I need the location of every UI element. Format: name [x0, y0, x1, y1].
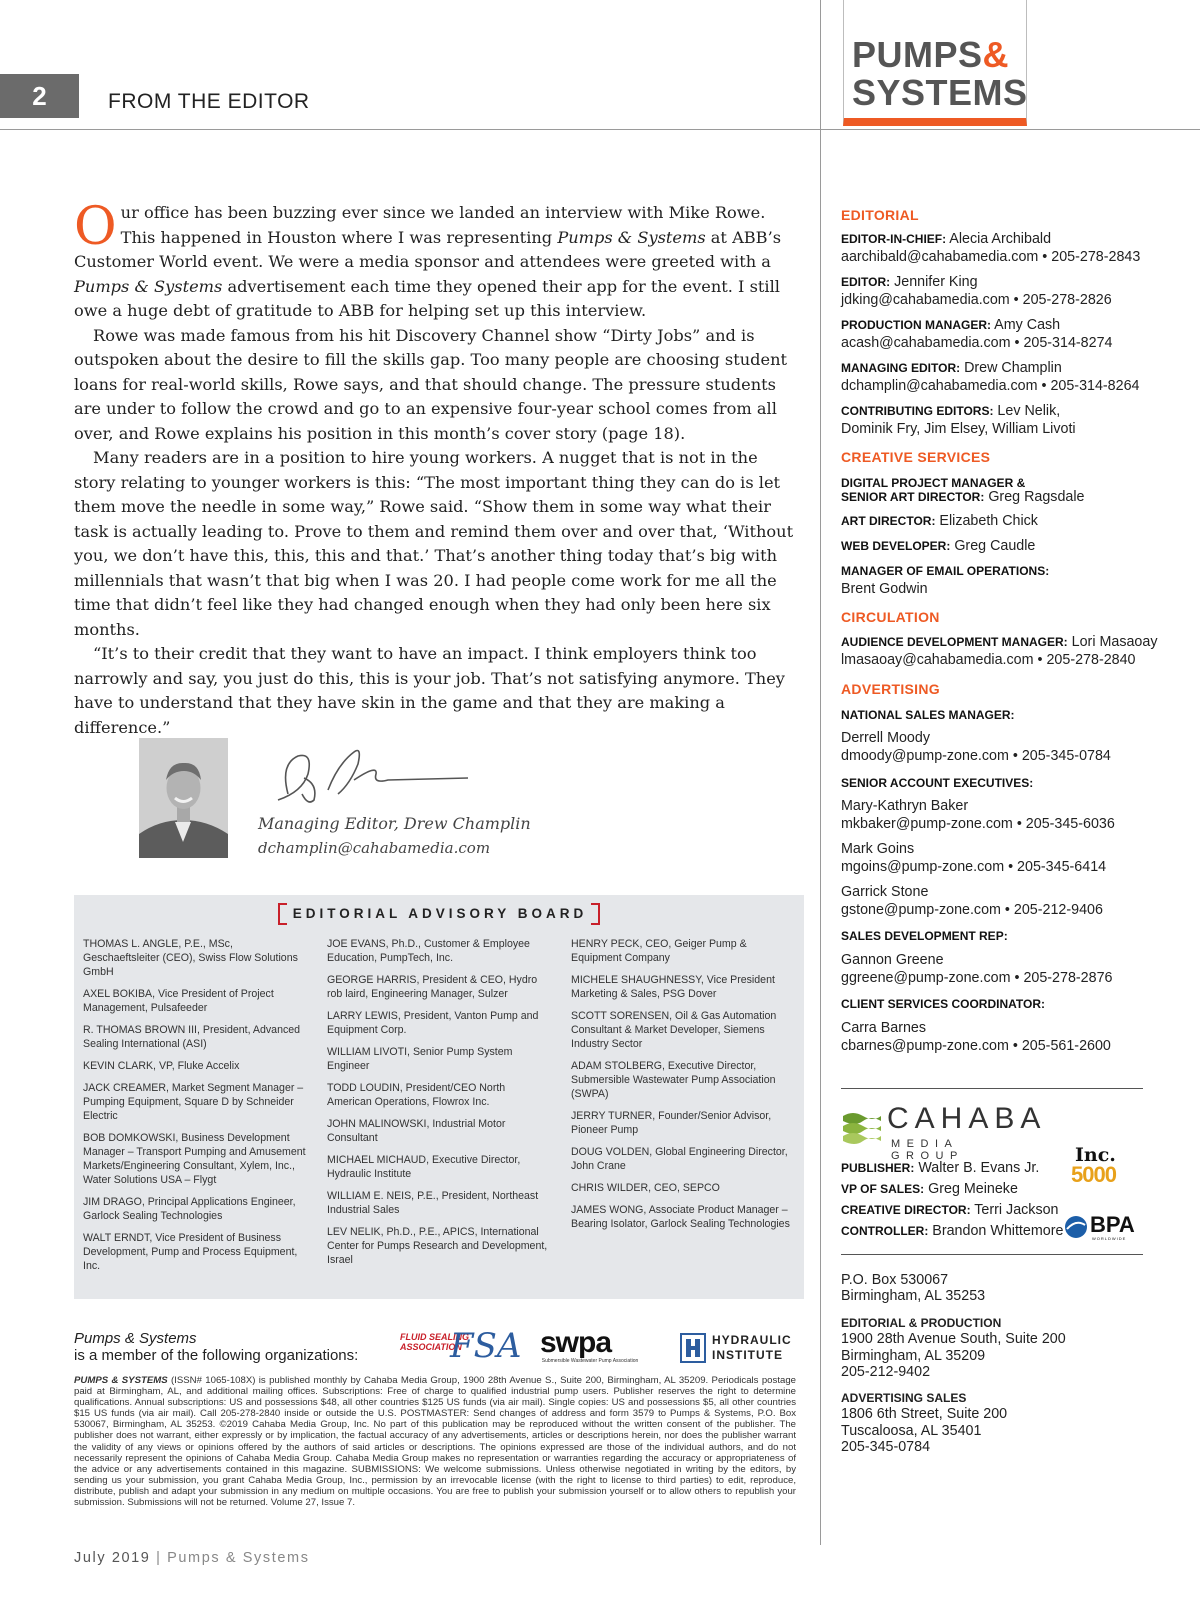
bpa-globe-icon	[1064, 1215, 1088, 1239]
email-ops-label: MANAGER OF EMAIL OPERATIONS:	[841, 564, 1050, 578]
board-member: HENRY PECK, CEO, Geiger Pump & Equipment Company	[571, 938, 747, 964]
cahaba-wave-icon	[841, 1108, 881, 1148]
board-member: LEV NELIK, Ph.D., P.E., APICS, International Center for Pumps Research and Development, Israel	[327, 1226, 548, 1266]
bpa-subtitle: WORLDWIDE	[1092, 1236, 1127, 1241]
membership-publication: Pumps & Systems	[74, 1330, 197, 1347]
p1-part-c: advertisement each time they opened their app for the event. I still owe a huge debt of gratitude to ABB for helping set up this interview.	[74, 276, 780, 320]
sae3-contact[interactable]: gstone@pump-zone.com • 205-212-9406	[841, 902, 1103, 918]
bracket-left-icon	[278, 903, 287, 925]
publisher-line: PUBLISHER: Walter B. Evans Jr.	[841, 1160, 1040, 1176]
client-services-contact[interactable]: cbarnes@pump-zone.com • 205-561-2600	[841, 1038, 1111, 1054]
web-developer-line: WEB DEVELOPER: Greg Caudle	[841, 538, 1036, 554]
header-rule	[0, 129, 1200, 130]
board-member: GEORGE HARRIS, President & CEO, Hydro rob laird, Engineering Manager, Sulzer	[327, 974, 538, 1000]
sae2-name: Mark Goins	[841, 841, 915, 857]
fine-print-body: (ISSN# 1065-108X) is published monthly by Cahaba Media Group, 1900 28th Avenue S., Suite 200, Birmingham, AL 35209. Periodicals postage paid at Birmingham, AL, and additional mailing offices. Subscriptions: Free of charge to qualified industrial pump users. Publisher reserves the right to determine qualifications. Annual subscriptions: US and possessions $48, all other countries $125 US funds (via air mail). Single copies: US and possessions $5, all other countries $15 US funds (via air mail). Call 205-278-2840 inside or outside the U.S. POSTMASTER: Send changes of address and form 3579 to Pumps & Systems, P.O. Box 530067, Birmingham, AL 35253. ©2019 Cahaba Media Group, Inc. No part of this publication may be reproduced without the written consent of the publisher. The publisher does not warrant, either expressly or by implication, the factual accuracy of any advertisements, articles or descriptions herein, nor does the publisher warrant the validity of any views or opinions offered by the authors of said articles or descriptions. The opinions expressed are those of the individual authors, and do not necessarily represent the opinions of Cahaba Media Group. Cahaba Media Group makes no representation or warranties regarding the accuracy or appropriateness of the advice or any advertisements contained in this magazine. SUBMISSIONS: We welcome submissions. Unless otherwise negotiated in writing by the editors, by sending us your submission, you grant Cahaba Media Group, Inc., permission by an irrevocable license (with the right to license to third parties) to edit, reproduce, distribute, publish and adapt your submission in any medium on multiple occasions. You are free to publish your submission yourself or to allow others to republish your submission. Submissions will not be returned. Volume 27, Issue 7.	[74, 1375, 796, 1509]
board-member: BOB DOMKOWSKI, Business Development Manager – Transport Pumping and Amusement Markets/Engineering Consultant, Xylem, Inc., Water Solutions USA – Flygt	[83, 1132, 306, 1186]
board-member: AXEL BOKIBA, Vice President of Project Management, Pulsafeeder	[83, 988, 274, 1014]
board-member: R. THOMAS BROWN III, President, Advanced Sealing International (ASI)	[83, 1024, 301, 1050]
sales-dev-label: SALES DEVELOPMENT REP:	[841, 929, 1008, 943]
national-sales-contact[interactable]: dmoody@pump-zone.com • 205-345-0784	[841, 748, 1111, 764]
hydraulic-institute-logo	[680, 1331, 798, 1365]
paragraph-1	[74, 197, 796, 324]
po-box-address: P.O. Box 530067 Birmingham, AL 35253	[841, 1272, 986, 1305]
dpm-line: SENIOR ART DIRECTOR: Greg Ragsdale	[841, 489, 1085, 505]
board-member: JOHN MALINOWSKI, Industrial Motor Consultant	[327, 1118, 506, 1144]
publication-fine-print	[74, 1375, 796, 1508]
cahaba-subtitle: MEDIA GROUP	[891, 1138, 964, 1162]
board-member: THOMAS L. ANGLE, P.E., MSc, Geschaeftsleiter (CEO), Swiss Flow Solutions GmbH	[83, 938, 298, 978]
fsa-line-1: FLUID SEALING	[400, 1332, 469, 1342]
senior-ae-label: SENIOR ACCOUNT EXECUTIVES:	[841, 776, 1034, 790]
managing-editor-contact[interactable]: dchamplin@cahabamedia.com • 205-314-8264	[841, 378, 1140, 394]
membership-text: is a member of the following organizations:	[74, 1347, 359, 1364]
hi-shield-icon	[680, 1333, 706, 1363]
board-member: TODD LOUDIN, President/CEO North American Operations, Flowrox Inc.	[327, 1082, 506, 1108]
bpa-word: BPA	[1090, 1212, 1135, 1237]
advisory-board-title: EDITORIAL ADVISORY BOARD	[74, 903, 804, 925]
board-member: JAMES WONG, Associate Product Manager – Bearing Isolator, Garlock Sealing Technologies	[571, 1204, 790, 1230]
masthead-divider-top	[841, 1088, 1143, 1089]
drop-cap: O	[74, 197, 117, 257]
editor-photo	[139, 738, 228, 858]
cahaba-logo	[841, 1102, 1047, 1162]
board-member: ADAM STOLBERG, Executive Director, Submersible Wastewater Pump Association (SWPA)	[571, 1060, 776, 1100]
cahaba-word: CAHABA	[887, 1102, 1047, 1135]
p1-italic-2: Pumps & Systems	[74, 276, 223, 296]
board-member: WILLIAM E. NEIS, P.E., President, Northeast Industrial Sales	[327, 1190, 539, 1216]
footer-date: July 2019	[74, 1550, 151, 1566]
swpa-mark: swpa	[540, 1326, 612, 1359]
contributing-editors-line: CONTRIBUTING EDITORS: Lev Nelik,	[841, 403, 1061, 419]
masthead-divider-bottom	[841, 1254, 1143, 1255]
paragraph-3: Many readers are in a position to hire young workers. A nugget that is not in the story relating to younger workers is this: “The most important thing they can do is let them move the needle in some way,” Rowe said. “Show them in some way what their task is actually leading to. Prove to them and remind them over and over that, ‘Without you, we don’t have this, this, this and that.’ That’s another thing today that’s big with millennials that wasn’t that big when I was 20. I had people come work for me all the time that didn’t feel like they had changed enough when they had only been here six months.	[74, 448, 794, 639]
board-member: JIM DRAGO, Principal Applications Engineer, Garlock Sealing Technologies	[83, 1196, 296, 1222]
art-director-line: ART DIRECTOR: Elizabeth Chick	[841, 513, 1038, 529]
bracket-right-icon	[591, 903, 600, 925]
section-title: FROM THE EDITOR	[108, 90, 310, 113]
email-ops-name: Brent Godwin	[841, 581, 928, 597]
heading-editorial: EDITORIAL	[841, 207, 919, 223]
footer-publication: Pumps & Systems	[167, 1550, 310, 1566]
paragraph-2: Rowe was made famous from his hit Discovery Channel show “Dirty Jobs” and is outspoken about the desire to fill the skills gap. Too many people are choosing student loans for real-world skills, Rowe says, and that should change. The pressure students are under to follow the crowd and go to an expensive four-year school comes from all over, and Rowe explains his position in this month’s cover story (page 18).	[74, 325, 788, 443]
contributing-editors-names: Dominik Fry, Jim Elsey, William Livoti	[841, 421, 1076, 437]
creative-director-line: CREATIVE DIRECTOR: Terri Jackson	[841, 1202, 1059, 1218]
board-member: CHRIS WILDER, CEO, SEPCO	[571, 1182, 720, 1194]
fine-print-lead: PUMPS & SYSTEMS	[74, 1375, 168, 1386]
signature-title: Managing Editor, Drew Champlin	[258, 814, 531, 833]
board-member: SCOTT SORENSEN, Oil & Gas Automation Consultant & Market Developer, Siemens Industry Sector	[571, 1010, 777, 1050]
client-services-label: CLIENT SERVICES COORDINATOR:	[841, 997, 1046, 1011]
sae3-name: Garrick Stone	[841, 884, 929, 900]
heading-creative-services: CREATIVE SERVICES	[841, 449, 991, 465]
signature-graphic	[258, 744, 488, 809]
p1-part-b: at ABB’s Customer World event. We were a media sponsor and attendees were greeted with a	[74, 227, 782, 271]
editor-line: EDITOR: Jennifer King	[841, 274, 978, 290]
hi-line-1: HYDRAULIC	[712, 1333, 792, 1347]
managing-editor-line: MANAGING EDITOR: Drew Champlin	[841, 360, 1062, 376]
production-manager-contact[interactable]: acash@cahabamedia.com • 205-314-8274	[841, 335, 1113, 351]
heading-circulation: CIRCULATION	[841, 609, 940, 625]
column-rule	[820, 0, 821, 1545]
board-member: JACK CREAMER, Market Segment Manager – Pumping Equipment, Square D by Schneider Electric	[83, 1082, 304, 1122]
sales-dev-name: Gannon Greene	[841, 952, 944, 968]
eic-contact[interactable]: aarchibald@cahabamedia.com • 205-278-2843	[841, 249, 1141, 265]
fsa-mark: FSA	[450, 1326, 522, 1366]
client-services-name: Carra Barnes	[841, 1020, 927, 1036]
board-member: WILLIAM LIVOTI, Senior Pump System Engineer	[327, 1046, 513, 1072]
audience-dev-line: AUDIENCE DEVELOPMENT MANAGER: Lori Masaoay	[841, 634, 1158, 650]
board-column-2	[327, 937, 549, 1275]
p1-italic-1: Pumps & Systems	[557, 227, 706, 247]
page-number: 2	[0, 74, 79, 118]
advertising-sales-address: ADVERTISING SALES 1806 6th Street, Suite 200 Tuscaloosa, AL 35401 205-345-0784	[841, 1391, 1008, 1456]
fsa-logo	[400, 1326, 522, 1372]
eic-line: EDITOR-IN-CHIEF: Alecia Archibald	[841, 231, 1052, 247]
sae1-contact[interactable]: mkbaker@pump-zone.com • 205-345-6036	[841, 816, 1115, 832]
signature-email[interactable]: dchamplin@cahabamedia.com	[258, 839, 491, 857]
editorial-production-address: EDITORIAL & PRODUCTION 1900 28th Avenue South, Suite 200 Birmingham, AL 35209 205-212-9402	[841, 1316, 1066, 1381]
swpa-subtitle: Submersible Wastewater Pump Association	[541, 1358, 639, 1364]
editor-contact[interactable]: jdking@cahabamedia.com • 205-278-2826	[841, 292, 1112, 308]
board-member: MICHELE SHAUGHNESSY, Vice President Marketing & Sales, PSG Dover	[571, 974, 775, 1000]
paragraph-4: “It’s to their credit that they want to have an impact. I think employers think too narrowly and say, you just do this, this is your job. That’s not satisfying anymore. They have to understand that they have skin in the game and that they are making a difference.”	[74, 644, 785, 737]
dpm-label-1: DIGITAL PROJECT MANAGER &	[841, 476, 1026, 490]
inc-word: Inc.	[1075, 1144, 1116, 1166]
page-footer	[74, 1550, 310, 1566]
board-member: KEVIN CLARK, VP, Fluke Accelix	[83, 1060, 240, 1072]
sales-dev-contact[interactable]: ggreene@pump-zone.com • 205-278-2876	[841, 970, 1113, 986]
p1-part-a: ur office has been buzzing ever since we landed an interview with Mike Rowe. This happened in Houston where I was representing	[120, 203, 766, 247]
fsa-line-2: ASSOCIATION	[400, 1342, 462, 1352]
logo-ampersand: &	[982, 34, 1010, 75]
logo-word-pumps: PUMPS	[852, 34, 983, 75]
board-column-3	[571, 937, 797, 1239]
national-sales-name: Derrell Moody	[841, 730, 930, 746]
hi-line-2: INSTITUTE	[712, 1348, 783, 1362]
logo-word-systems: SYSTEMS	[852, 72, 1028, 113]
vp-sales-line: VP OF SALES: Greg Meineke	[841, 1181, 1018, 1197]
board-member: JOE EVANS, Ph.D., Customer & Employee Education, PumpTech, Inc.	[327, 938, 530, 964]
board-member: WALT ERNDT, Vice President of Business Development, Pump and Process Equipment, Inc.	[83, 1232, 298, 1272]
inc-number: 5000	[1071, 1162, 1116, 1187]
sae1-name: Mary-Kathryn Baker	[841, 798, 969, 814]
board-column-1	[83, 937, 309, 1281]
inc5000-logo	[1071, 1144, 1135, 1194]
controller-line: CONTROLLER: Brandon Whittemore	[841, 1223, 1064, 1239]
editor-letter	[74, 197, 796, 740]
bpa-logo	[1064, 1212, 1144, 1242]
sae2-contact[interactable]: mgoins@pump-zone.com • 205-345-6414	[841, 859, 1107, 875]
board-member: JERRY TURNER, Founder/Senior Advisor, Pioneer Pump	[571, 1110, 772, 1136]
national-sales-label: NATIONAL SALES MANAGER:	[841, 708, 1015, 722]
advisory-board	[74, 895, 804, 1299]
board-member: DOUG VOLDEN, Global Engineering Director, John Crane	[571, 1146, 788, 1172]
audience-dev-contact[interactable]: lmasaoay@cahabamedia.com • 205-278-2840	[841, 652, 1136, 668]
heading-advertising: ADVERTISING	[841, 681, 940, 697]
footer-separator: |	[150, 1550, 168, 1566]
pumps-systems-logo	[843, 0, 1027, 126]
board-member: MICHAEL MICHAUD, Executive Director, Hydraulic Institute	[327, 1154, 521, 1180]
board-member: LARRY LEWIS, President, Vanton Pump and Equipment Corp.	[327, 1010, 539, 1036]
swpa-logo	[528, 1328, 652, 1368]
production-manager-line: PRODUCTION MANAGER: Amy Cash	[841, 317, 1061, 333]
